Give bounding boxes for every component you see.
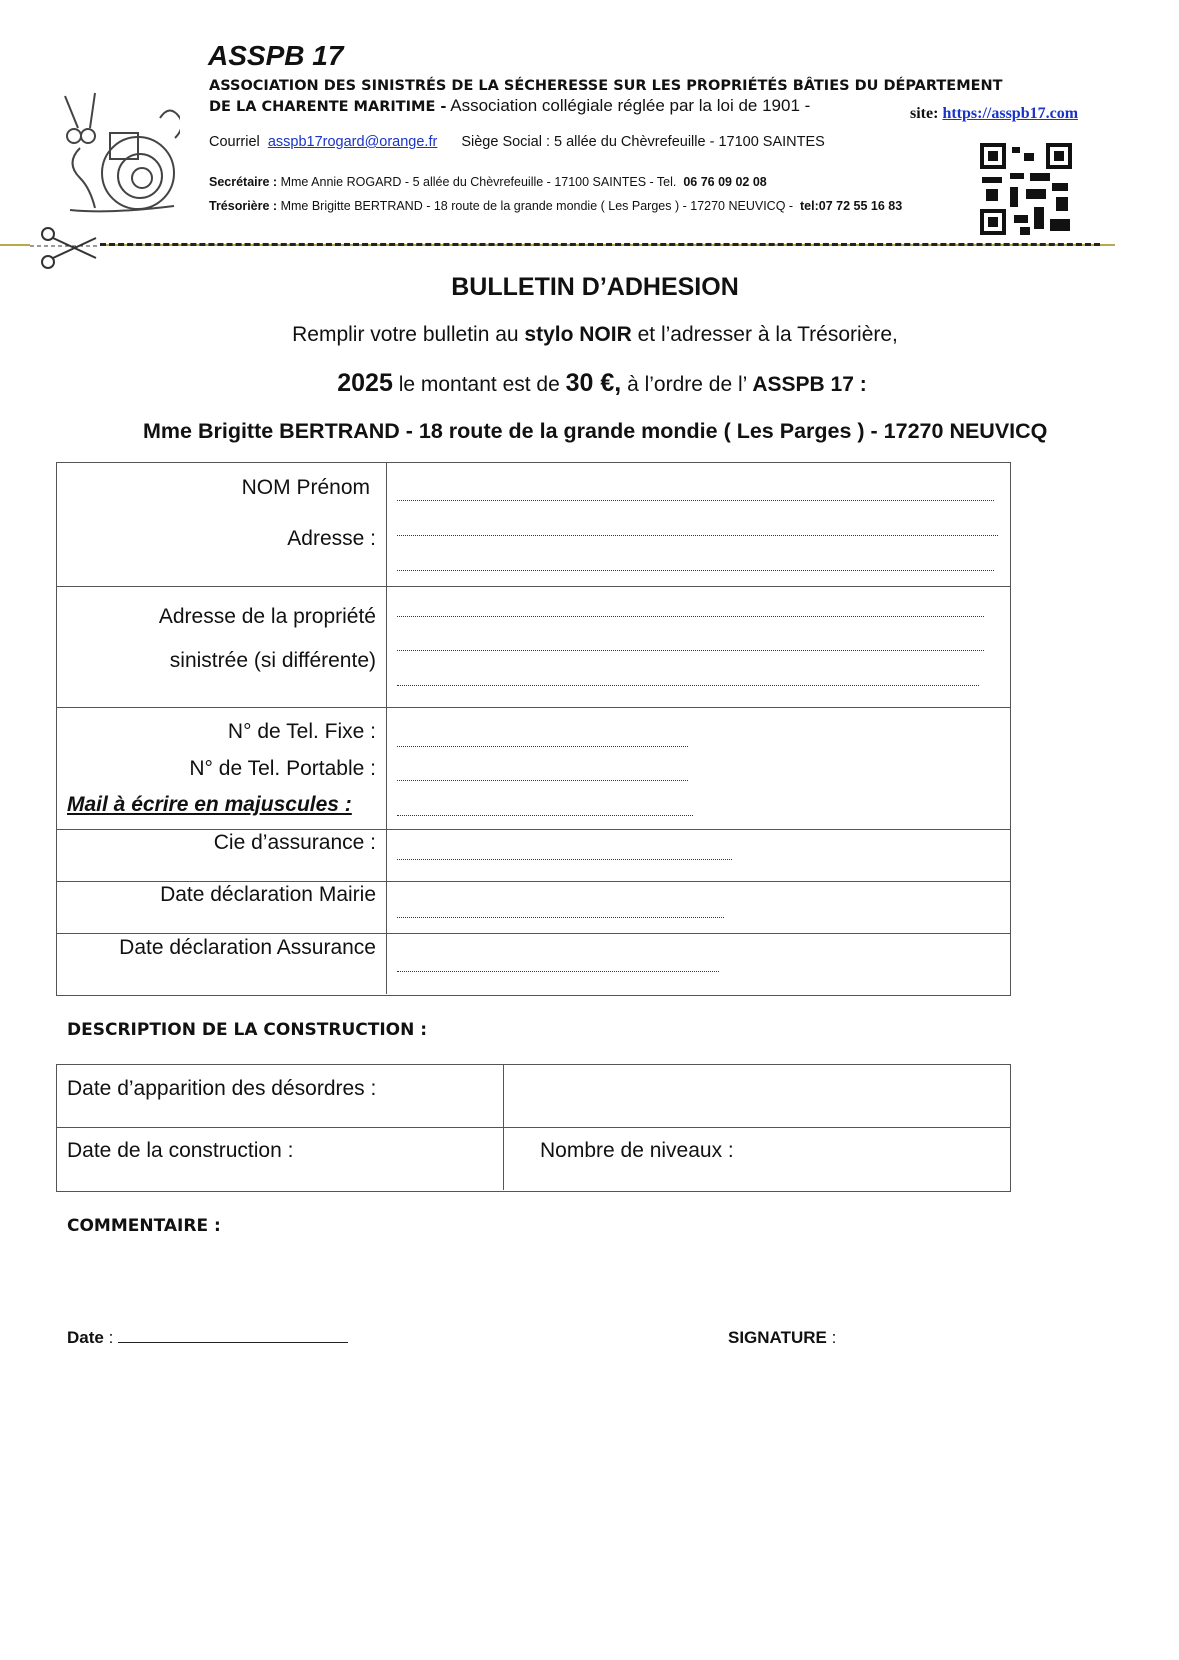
- label-cie-assurance: Cie d’assurance :: [213, 831, 376, 854]
- email-link[interactable]: asspb17rogard@orange.fr: [267, 134, 438, 150]
- label-adresse: Adresse :: [287, 527, 376, 550]
- label-date-construction: Date de la construction :: [67, 1139, 294, 1162]
- label-date-assurance: Date déclaration Assurance: [119, 936, 376, 959]
- label-date-mairie: Date déclaration Mairie: [160, 883, 376, 906]
- label-propriete-2: sinistrée (si différente): [169, 649, 376, 672]
- date-mairie-field[interactable]: [397, 917, 724, 918]
- instruction-text: Remplir votre bulletin au: [292, 323, 525, 346]
- commentaire-heading: COMMENTAIRE :: [67, 1216, 221, 1236]
- instruction-pen: stylo NOIR: [524, 323, 632, 346]
- label-tel-portable: N° de Tel. Portable :: [189, 757, 376, 780]
- year: 2025: [337, 369, 393, 397]
- secretaire-tel: 06 76 09 02 08: [683, 175, 767, 189]
- label-nombre-niveaux: Nombre de niveaux :: [540, 1139, 734, 1162]
- treasurer-address: Mme Brigitte BERTRAND - 18 route de la grande mondie ( Les Parges ) - 17270 NEUVICQ: [143, 419, 1048, 443]
- secretaire-label: Secrétaire :: [209, 175, 278, 189]
- date-label: Date: [67, 1328, 104, 1347]
- tresoriere-label: Trésorière :: [209, 199, 278, 213]
- tel-fixe-field[interactable]: [397, 746, 688, 747]
- qr-code: [980, 143, 1072, 235]
- tel-portable-field[interactable]: [397, 780, 688, 781]
- label-nom-prenom: NOM Prénom: [241, 476, 370, 499]
- site-link[interactable]: https://asspb17.com: [942, 105, 1079, 122]
- date-field[interactable]: [118, 1342, 348, 1343]
- date-sep: :: [103, 1328, 119, 1347]
- label-propriete-1: Adresse de la propriété: [158, 605, 376, 628]
- propriete-field-3[interactable]: [397, 685, 979, 686]
- member-form-table: [56, 462, 1011, 996]
- label-mail: Mail à écrire en majuscules :: [67, 793, 352, 816]
- mail-field[interactable]: [397, 815, 693, 816]
- signature-sep: :: [826, 1328, 837, 1347]
- tresoriere-tel: tel:07 72 55 16 83: [800, 199, 903, 213]
- scissors-icon: [30, 224, 100, 270]
- adresse-field-1[interactable]: [397, 535, 998, 536]
- payee: ASSPB 17 :: [752, 373, 867, 396]
- siege-social: Siège Social : 5 allée du Chèvrefeuille - 17100 SAINTES: [461, 134, 825, 150]
- nom-prenom-field[interactable]: [397, 500, 994, 501]
- snail-logo: [50, 88, 180, 218]
- label-tel-fixe: N° de Tel. Fixe :: [227, 720, 376, 743]
- courriel-label: Courriel: [209, 134, 260, 150]
- cut-line: [100, 243, 1100, 246]
- org-full-line2: DE LA CHARENTE MARITIME -: [209, 99, 447, 115]
- org-name: ASSPB 17: [208, 40, 344, 71]
- signature-label: SIGNATURE: [728, 1328, 827, 1347]
- instruction-text-end: et l’adresser à la Trésorière,: [631, 323, 898, 346]
- form-title: BULLETIN D’ADHESION: [451, 273, 739, 301]
- secretaire-info: Mme Annie ROGARD - 5 allée du Chèvrefeuille - 17100 SAINTES - Tel.: [280, 175, 677, 189]
- cie-assurance-field[interactable]: [397, 859, 732, 860]
- date-assurance-field[interactable]: [397, 971, 719, 972]
- amount-text: le montant est de: [392, 373, 566, 396]
- site-label: site:: [910, 105, 939, 122]
- label-date-apparition: Date d’apparition des désordres :: [67, 1077, 377, 1100]
- propriete-field-2[interactable]: [397, 650, 984, 651]
- org-full-line1: ASSOCIATION DES SINISTRÉS DE LA SÉCHERESSE SUR LES PROPRIÉTÉS BÂTIES DU DÉPARTEMENT: [209, 78, 1003, 94]
- payee-text: à l’ordre de l’: [621, 373, 753, 396]
- amount: 30 €,: [565, 369, 622, 397]
- construction-heading: DESCRIPTION DE LA CONSTRUCTION :: [67, 1020, 428, 1040]
- tresoriere-info: Mme Brigitte BERTRAND - 18 route de la grande mondie ( Les Parges ) - 17270 NEUVICQ -: [280, 199, 794, 213]
- adresse-field-2[interactable]: [397, 570, 994, 571]
- org-desc: Association collégiale réglée par la loi de 1901 -: [450, 96, 811, 115]
- propriete-field-1[interactable]: [397, 616, 984, 617]
